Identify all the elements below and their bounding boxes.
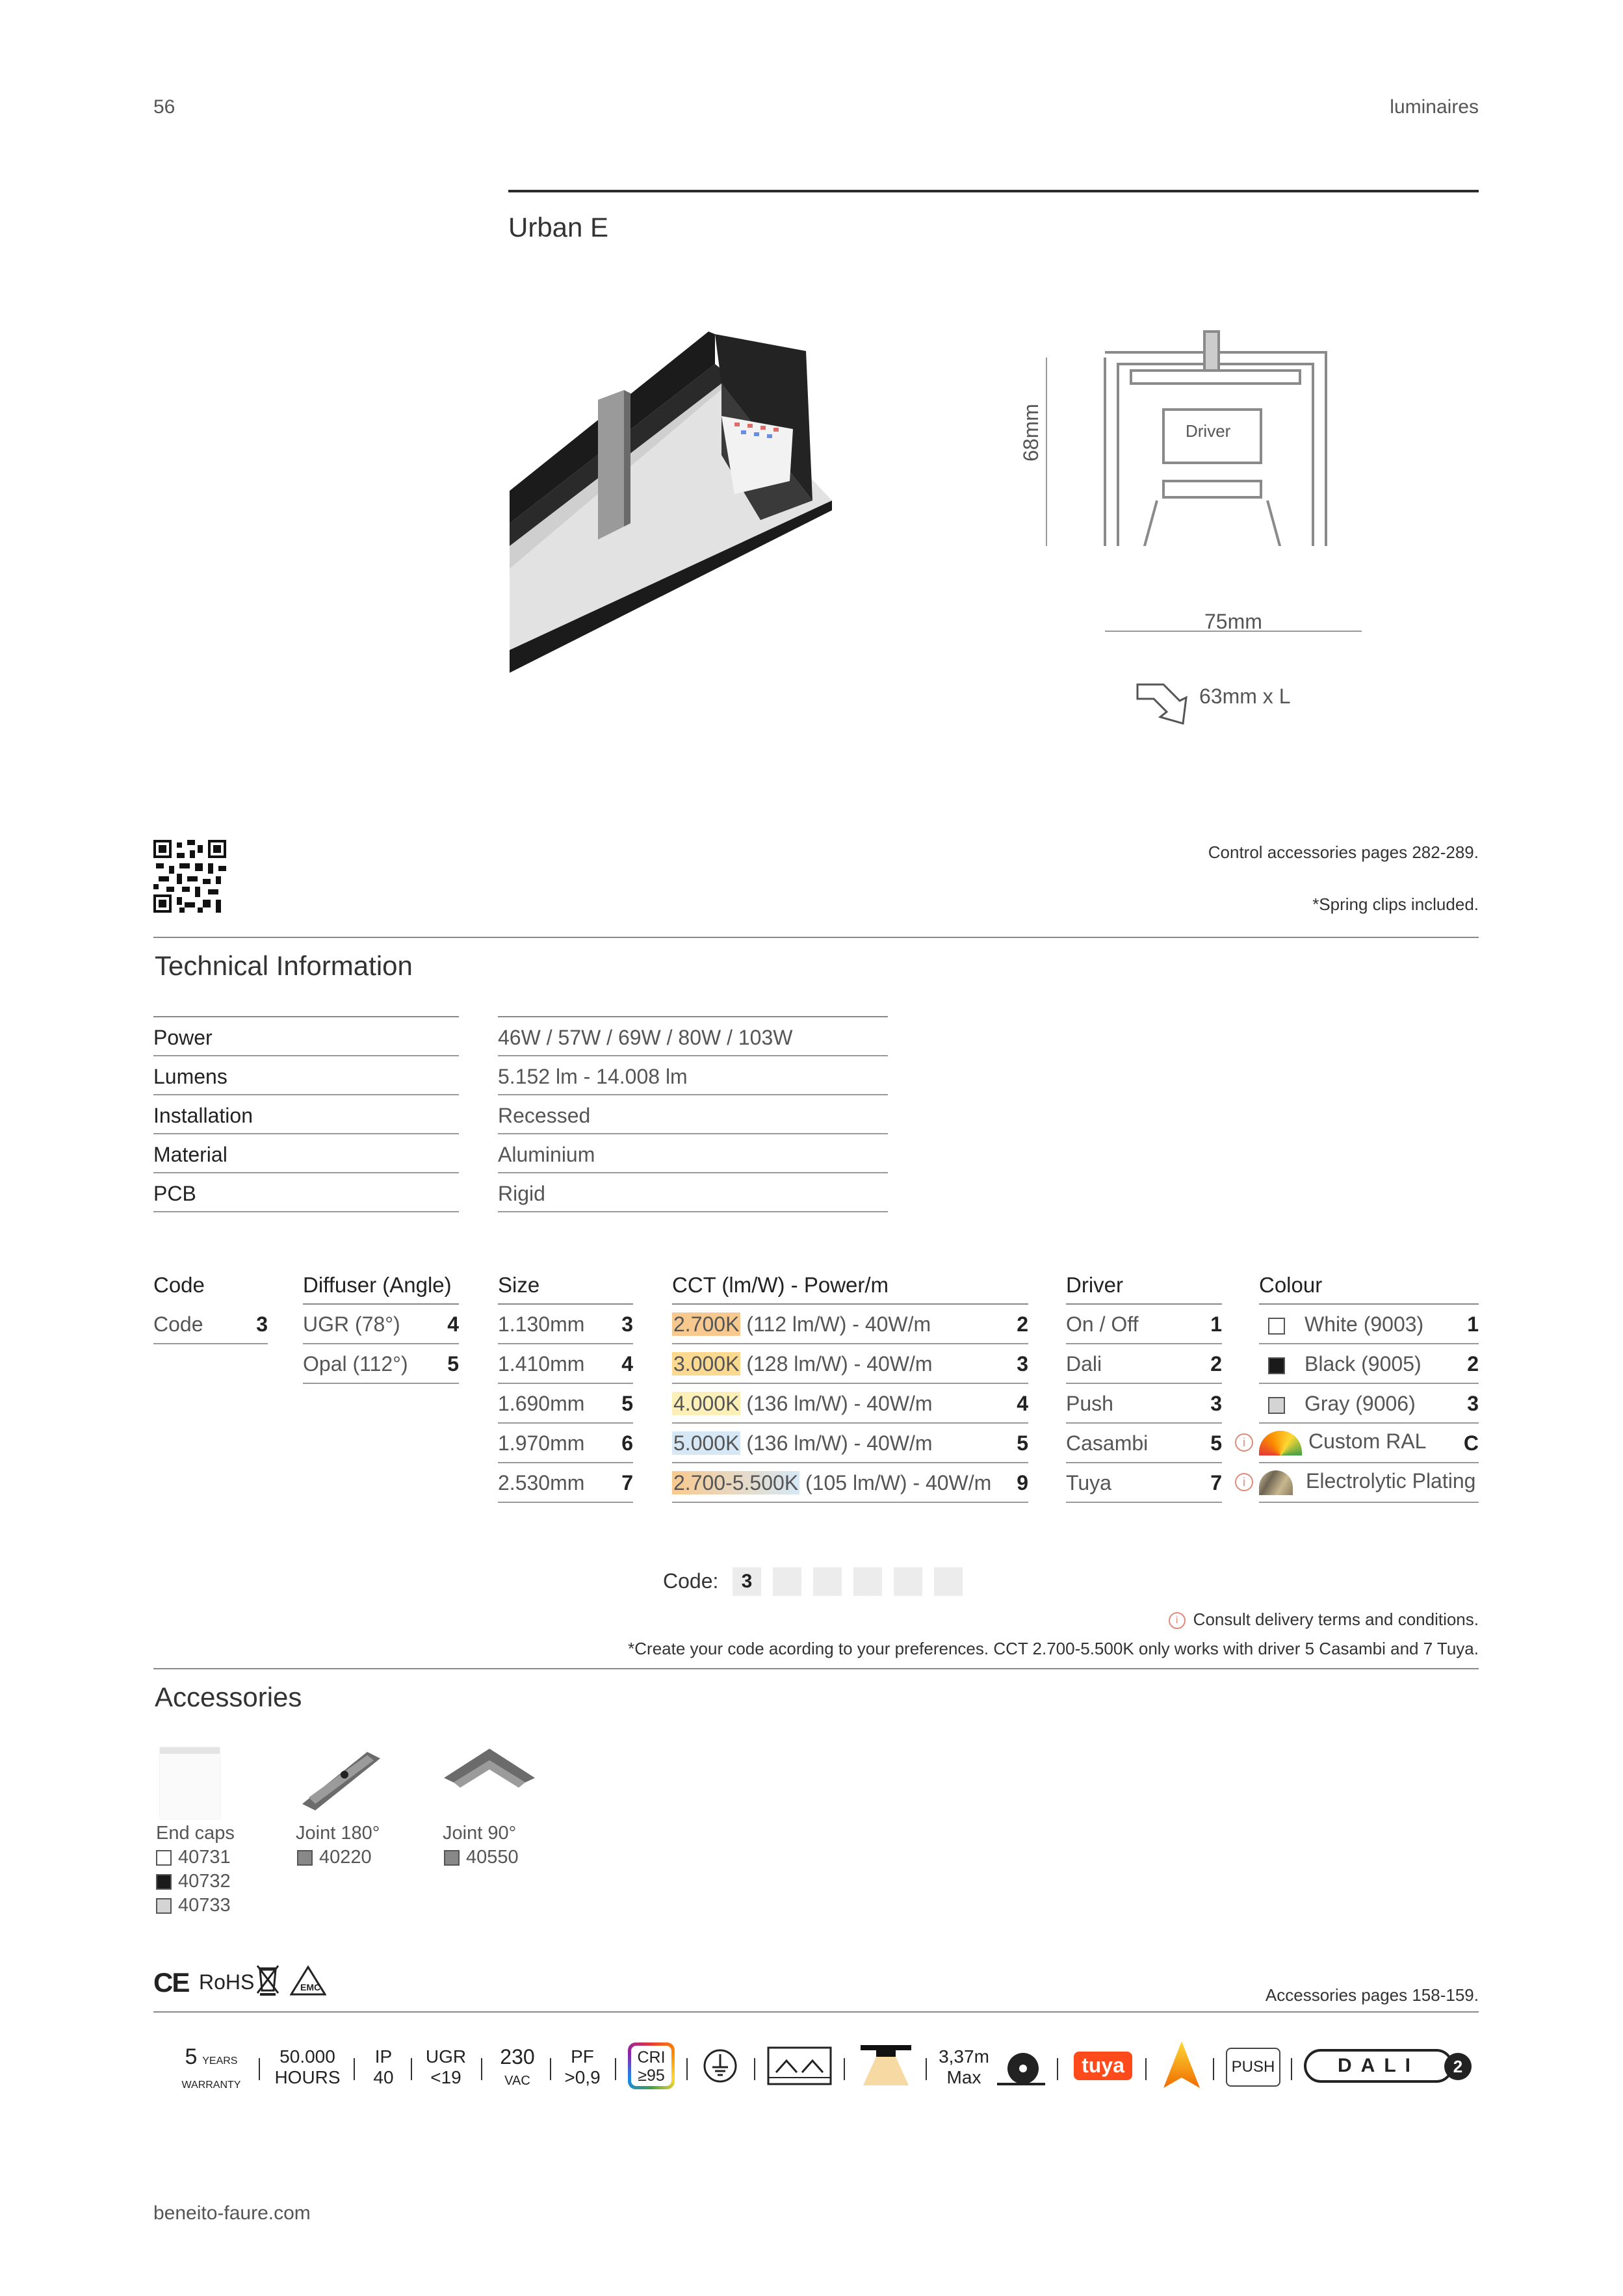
ce-mark-icon: CE xyxy=(153,1967,189,1998)
colour-option xyxy=(1259,1305,1479,1344)
driver-option-number: 7 xyxy=(1210,1471,1222,1494)
cct-number: 2 xyxy=(1017,1312,1028,1336)
separator xyxy=(411,2058,412,2080)
cutout-icon xyxy=(1134,678,1193,730)
swatch-black xyxy=(156,1874,172,1890)
dali-logo-text: DALI xyxy=(1338,2055,1420,2076)
cct-kelvin: 5.000K xyxy=(673,1431,740,1455)
driver-option-label: Casambi xyxy=(1066,1431,1149,1455)
driver-option-label: On / Off xyxy=(1066,1312,1139,1336)
size-option-label: 1.130mm xyxy=(498,1312,585,1336)
delivery-note-text: Consult delivery terms and conditions. xyxy=(1193,1610,1479,1629)
colour-option-label: Custom RAL xyxy=(1308,1429,1427,1454)
accessory-code: 40733 xyxy=(178,1895,231,1916)
pf-value: >0,9 xyxy=(564,2067,601,2087)
voltage-badge xyxy=(493,2046,542,2091)
code-box-6[interactable] xyxy=(934,1567,963,1596)
hours-value: 50.000 xyxy=(279,2046,335,2067)
diffuser-option-number: 4 xyxy=(447,1312,459,1336)
separator xyxy=(754,2058,755,2080)
accessories-pages-note: Accessories pages 158-159. xyxy=(1265,1985,1479,2005)
cri-value: ≥95 xyxy=(638,2067,665,2085)
product-title: Urban E xyxy=(508,212,609,242)
cutout-dimension: 63mm x L xyxy=(1199,685,1291,708)
separator xyxy=(354,2058,355,2080)
size-option-number: 6 xyxy=(621,1431,633,1455)
swatch-gray xyxy=(156,1898,172,1914)
cct-option xyxy=(672,1305,1028,1344)
ral-fan-icon xyxy=(1259,1431,1302,1455)
ip-label: IP xyxy=(374,2046,393,2067)
accessory-name: Joint 90° xyxy=(443,1823,517,1844)
colour-option-label: Electrolytic Plating xyxy=(1306,1469,1476,1493)
separator xyxy=(1057,2058,1058,2080)
code-box-3[interactable] xyxy=(813,1567,842,1596)
product-image xyxy=(500,325,838,676)
cct-number: 5 xyxy=(1017,1431,1028,1455)
tech-row-value xyxy=(498,1017,888,1056)
delivery-note xyxy=(1169,1610,1479,1630)
footer-url[interactable]: beneito-faure.com xyxy=(153,2202,311,2224)
cri-label: CRI xyxy=(637,2048,666,2067)
tech-label-installation: Installation xyxy=(153,1104,253,1127)
cct-detail: (128 lm/W) - 40W/m xyxy=(740,1352,933,1376)
spring-note: *Spring clips included. xyxy=(1312,894,1479,914)
tech-label-pcb: PCB xyxy=(153,1182,196,1205)
emc-mark-icon xyxy=(290,1964,326,1996)
accessory-code: 40732 xyxy=(178,1871,231,1892)
size-option-number: 3 xyxy=(621,1312,633,1336)
height-dimension: 68mm xyxy=(1019,404,1043,462)
warranty-years-label: YEARS xyxy=(202,2055,238,2067)
end-cap-image xyxy=(160,1747,220,1819)
pf-badge xyxy=(558,2046,607,2088)
title-rule xyxy=(508,190,1479,192)
page-number: 56 xyxy=(153,96,175,118)
plating-fan-icon xyxy=(1259,1470,1293,1495)
code-note: *Create your code acording to your preferences. CCT 2.700-5.500K only works with driver 5 Casambi and 7 Tuya. xyxy=(628,1639,1479,1658)
accessory-code: 40731 xyxy=(178,1847,231,1868)
colour-option xyxy=(1259,1463,1479,1503)
separator xyxy=(926,2058,927,2080)
colour-option-number: 2 xyxy=(1467,1352,1479,1376)
tech-rule xyxy=(153,937,1479,938)
tuya-logo: tuya xyxy=(1074,2052,1132,2080)
cct-kelvin: 2.700-5.500K xyxy=(673,1471,799,1494)
swatch-gray xyxy=(297,1850,313,1866)
size-option-label: 1.690mm xyxy=(498,1392,585,1415)
recessed-light-icon xyxy=(857,2041,915,2087)
header-code: Code xyxy=(153,1273,205,1297)
tech-row-label xyxy=(153,1095,459,1134)
cct-option xyxy=(672,1463,1028,1503)
svg-text:EMC: EMC xyxy=(300,1982,321,1992)
qr-code xyxy=(153,840,226,913)
size-option-number: 7 xyxy=(621,1471,633,1494)
tech-row-label xyxy=(153,1056,459,1095)
tech-row-label xyxy=(153,1017,459,1056)
tech-label-material: Material xyxy=(153,1143,227,1166)
separator xyxy=(481,2058,482,2080)
driver-label: Driver xyxy=(1186,421,1231,441)
accessory-code-row xyxy=(297,1847,372,1868)
tech-value-material: Aluminium xyxy=(498,1143,595,1166)
control-note: Control accessories pages 282-289. xyxy=(1208,842,1479,862)
joint-180-image xyxy=(296,1742,387,1814)
cct-number: 4 xyxy=(1017,1392,1028,1415)
accessory-name: End caps xyxy=(156,1823,235,1844)
ugr-badge xyxy=(421,2046,471,2088)
accessory-code-row xyxy=(444,1847,519,1868)
swatch-gray xyxy=(444,1850,460,1866)
cct-detail: (112 lm/W) - 40W/m xyxy=(740,1312,931,1336)
accessory-code: 40550 xyxy=(466,1847,519,1868)
features-rule xyxy=(153,2011,1479,2013)
weee-bin-icon xyxy=(255,1962,281,1997)
size-option-label: 1.970mm xyxy=(498,1431,585,1455)
header-size: Size xyxy=(498,1273,540,1297)
colour-option-label: Black (9005) xyxy=(1305,1352,1422,1376)
colour-option xyxy=(1259,1384,1479,1424)
code-box-2[interactable] xyxy=(773,1567,801,1596)
class-1-earth-icon xyxy=(702,2048,738,2084)
swatch-white xyxy=(156,1850,172,1866)
colour-option-label: White (9003) xyxy=(1305,1312,1424,1336)
max-length-badge xyxy=(936,2046,992,2088)
saw-blade-icon xyxy=(996,2045,1046,2088)
tech-row-value xyxy=(498,1134,888,1173)
diffuser-option-number: 5 xyxy=(447,1352,459,1376)
separator xyxy=(1213,2058,1214,2080)
cct-kelvin: 2.700K xyxy=(673,1312,740,1336)
size-option xyxy=(498,1344,633,1384)
pf-label: PF xyxy=(571,2046,594,2067)
warranty-label: WARRANTY xyxy=(181,2080,241,2091)
diffuser-option-label: Opal (112°) xyxy=(303,1352,408,1376)
colour-option xyxy=(1259,1344,1479,1384)
warranty-badge xyxy=(175,2046,247,2096)
accessory-code-row xyxy=(156,1871,231,1892)
colour-option xyxy=(1259,1424,1479,1463)
separator xyxy=(259,2058,260,2080)
tech-label-lumens: Lumens xyxy=(153,1065,227,1088)
cct-detail: (136 lm/W) - 40W/m xyxy=(740,1431,933,1455)
header-driver: Driver xyxy=(1066,1273,1123,1297)
voltage-value: 230 xyxy=(500,2045,535,2068)
tech-row-value xyxy=(498,1056,888,1095)
code-builder-label: Code: xyxy=(663,1569,719,1593)
hours-badge xyxy=(272,2046,343,2088)
installation-surface-icon xyxy=(767,2046,832,2085)
tech-row-label xyxy=(153,1173,459,1212)
casambi-logo xyxy=(1162,2040,1201,2089)
max-length-value: 3,37m xyxy=(939,2046,989,2067)
width-dimension: 75mm xyxy=(1204,610,1262,633)
tech-row-label xyxy=(153,1134,459,1173)
separator xyxy=(686,2058,688,2080)
accessory-code-row xyxy=(156,1895,231,1916)
hours-label: HOURS xyxy=(274,2067,341,2087)
cct-number: 3 xyxy=(1017,1352,1028,1376)
separator xyxy=(550,2058,551,2080)
colour-option-label: Gray (9006) xyxy=(1305,1392,1416,1415)
driver-option xyxy=(1066,1344,1222,1384)
driver-option-number: 5 xyxy=(1210,1431,1222,1455)
accessories-rule xyxy=(153,1668,1479,1669)
ugr-label: UGR xyxy=(425,2046,467,2067)
separator xyxy=(1291,2058,1292,2080)
tech-value-power: 46W / 57W / 69W / 80W / 103W xyxy=(498,1026,793,1049)
cct-option xyxy=(672,1384,1028,1424)
accessory-code-row xyxy=(156,1847,231,1868)
swatch-gray xyxy=(1268,1397,1285,1414)
diffuser-option-label: UGR (78°) xyxy=(303,1312,400,1336)
info-icon: i xyxy=(1169,1612,1186,1629)
tech-label-power: Power xyxy=(153,1026,213,1049)
tech-title: Technical Information xyxy=(155,950,413,981)
max-length-label: Max xyxy=(946,2067,981,2087)
code-box-4[interactable] xyxy=(853,1567,882,1596)
size-option-label: 2.530mm xyxy=(498,1471,585,1494)
driver-option xyxy=(1066,1424,1222,1463)
driver-option-number: 3 xyxy=(1210,1392,1222,1415)
cct-detail: (105 lm/W) - 40W/m xyxy=(799,1471,992,1494)
cct-option xyxy=(672,1344,1028,1384)
accessories-title: Accessories xyxy=(155,1682,302,1712)
diffuser-option xyxy=(303,1344,459,1384)
size-option-label: 1.410mm xyxy=(498,1352,585,1376)
driver-option-label: Dali xyxy=(1066,1352,1102,1376)
cct-option xyxy=(672,1424,1028,1463)
separator xyxy=(615,2058,616,2080)
size-option-number: 4 xyxy=(621,1352,633,1376)
push-badge: PUSH xyxy=(1226,2048,1280,2087)
size-option xyxy=(498,1424,633,1463)
ip-badge xyxy=(364,2046,403,2088)
size-option xyxy=(498,1305,633,1344)
dali-version-badge: 2 xyxy=(1444,2053,1472,2080)
section-label: luminaires xyxy=(1390,96,1479,118)
driver-option-number: 1 xyxy=(1210,1312,1222,1336)
ugr-value: <19 xyxy=(430,2067,461,2087)
code-option-label: Code xyxy=(153,1312,203,1336)
size-option xyxy=(498,1463,633,1503)
tech-row-value xyxy=(498,1173,888,1212)
driver-option-label: Push xyxy=(1066,1392,1113,1415)
cct-number: 9 xyxy=(1017,1471,1028,1494)
info-icon: i xyxy=(1235,1473,1253,1491)
tech-row-value xyxy=(498,1095,888,1134)
driver-option xyxy=(1066,1305,1222,1344)
tech-value-lumens: 5.152 lm - 14.008 lm xyxy=(498,1065,688,1088)
joint-90-image xyxy=(441,1742,538,1814)
colour-option-number: 1 xyxy=(1467,1312,1479,1336)
driver-option-number: 2 xyxy=(1210,1352,1222,1376)
driver-option-label: Tuya xyxy=(1066,1471,1111,1494)
separator xyxy=(844,2058,845,2080)
accessory-code: 40220 xyxy=(319,1847,372,1868)
ip-value: 40 xyxy=(373,2067,394,2087)
code-box-1[interactable]: 3 xyxy=(733,1567,761,1596)
code-box-5[interactable] xyxy=(894,1567,922,1596)
swatch-white xyxy=(1268,1318,1285,1335)
cct-kelvin: 3.000K xyxy=(673,1352,740,1376)
colour-option-number: 3 xyxy=(1467,1392,1479,1415)
header-colour: Colour xyxy=(1259,1273,1323,1297)
driver-option xyxy=(1066,1384,1222,1424)
tech-value-pcb: Rigid xyxy=(498,1182,545,1205)
colour-option-number: C xyxy=(1463,1431,1479,1455)
separator xyxy=(1145,2058,1147,2080)
header-cct: CCT (lm/W) - Power/m xyxy=(672,1273,889,1297)
diffuser-option xyxy=(303,1305,459,1344)
driver-option xyxy=(1066,1463,1222,1503)
rohs-mark: RoHS xyxy=(199,1970,255,1994)
size-option-number: 5 xyxy=(621,1392,633,1415)
code-option-number: 3 xyxy=(256,1312,268,1336)
size-option xyxy=(498,1384,633,1424)
voltage-label: VAC xyxy=(504,2074,530,2088)
info-icon: i xyxy=(1235,1433,1253,1452)
warranty-years: 5 xyxy=(185,2044,198,2069)
tech-value-installation: Recessed xyxy=(498,1104,591,1127)
cri-badge xyxy=(628,2042,675,2089)
cct-detail: (136 lm/W) - 40W/m xyxy=(740,1392,933,1415)
dali-logo xyxy=(1304,2049,1453,2083)
cct-kelvin: 4.000K xyxy=(673,1392,740,1415)
accessory-name: Joint 180° xyxy=(296,1823,380,1844)
header-diffuser: Diffuser (Angle) xyxy=(303,1273,452,1297)
swatch-black xyxy=(1268,1357,1285,1374)
code-option xyxy=(153,1305,268,1344)
